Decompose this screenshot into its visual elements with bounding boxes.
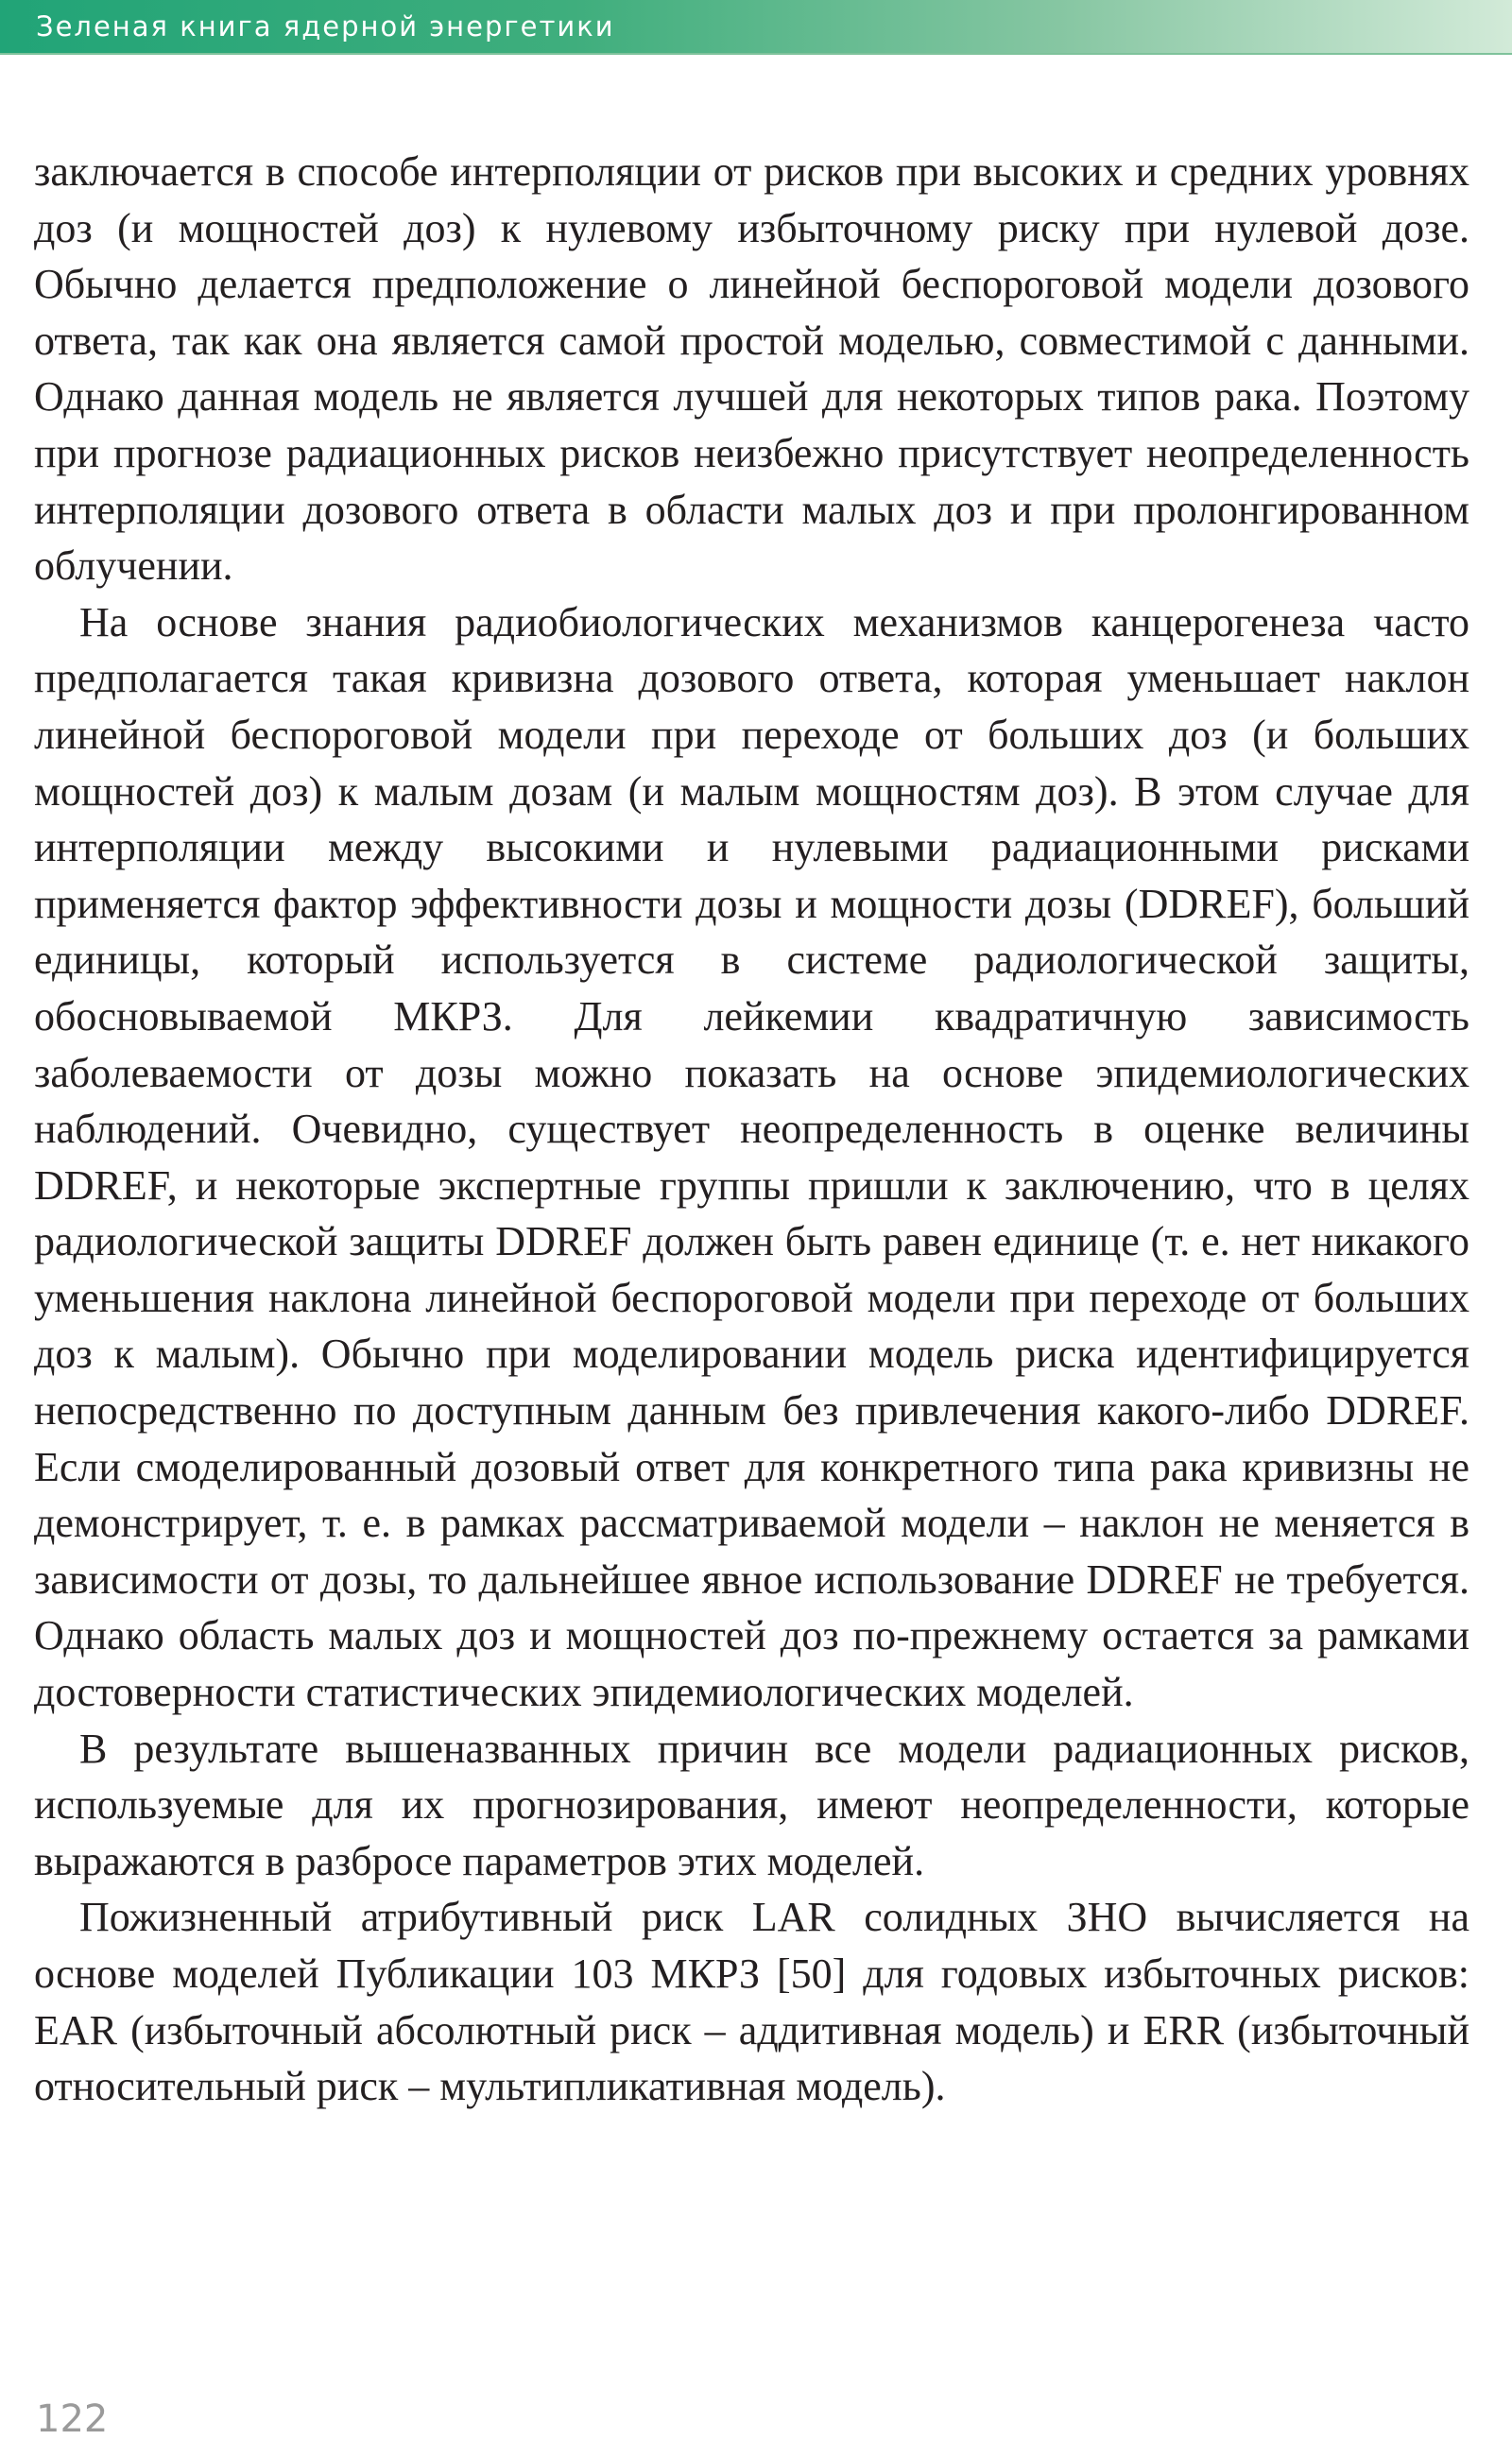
paragraph-ddref: На основе знания радиобиологических механизмов канцерогенеза часто предполагается такая кривизна дозового ответа, которая уменьшает наклон линейной беспороговой модели при переходе от больших доз (и больших мощностей доз) к малым дозам (и малым мощностям доз). В этом случае для интерполяции между высокими и нулевыми радиационными рисками применяется фактор эффективности дозы и мощности дозы (DDREF), больший единицы, который используется в системе радиологической защиты, обосновываемой МКРЗ. Для лейкемии квадратичную зависимость заболеваемости от дозы можно показать на основе эпидемиологических наблюдений. Очевидно, существует неопределенность в оценке величины DDREF, и некоторые экспертные группы пришли к заключению, что в целях радиологической защиты DDREF должен быть равен единице (т. е. нет никакого уменьшения наклона линейной беспороговой модели при переходе от больших доз к малым). Обычно при моделировании модель риска идентифицируется непосредственно по доступным данным без привлечения какого-либо DDREF. Если смоделированный дозовый ответ для конкретного типа рака кривизны не демонстрирует, т. е. в рамках рассматриваемой модели – наклон не меняется в зависимости от дозы, то дальнейшее явное использование DDREF не требуется. Однако область малых доз и мощностей доз по-прежнему остается за рамками достоверности статистических эпидемиологических моделей.	[34, 598, 1469, 1716]
paragraph-uncertainty: В результате вышеназванных причин все модели радиационных рисков, используемые для их прогнозирования, имеют неопределенности, которые выражаются в разбросе параметров этих моделей.	[34, 1725, 1469, 1884]
body-text	[34, 144, 1469, 2115]
running-title: Зеленая книга ядерной энергетики	[36, 10, 615, 43]
paragraph-lar: Пожизненный атрибутивный риск LAR солидных ЗНО вычисляется на основе моделей Публикации 103 МКРЗ [50] для годовых избыточных рисков: EAR (избыточный абсолютный риск – аддитивная модель) и ERR (избыточный относительный риск – мультипликативная модель).	[34, 1894, 1469, 2110]
header-divider	[0, 53, 1512, 55]
page-number: 122	[36, 2397, 109, 2441]
paragraph-continuation: заключается в способе интерполяции от рисков при высоких и средних уровнях доз (и мощностей доз) к нулевому избыточному риску при нулевой дозе. Обычно делается предположение о линейной беспороговой модели дозового ответа, так как она является самой простой моделью, совместимой с данными. Однако данная модель не является лучшей для некоторых типов рака. Поэтому при прогнозе радиационных рисков неизбежно присутствует неопределенность интерполяции дозового ответа в области малых доз и при пролонгированном облучении.	[34, 148, 1469, 590]
